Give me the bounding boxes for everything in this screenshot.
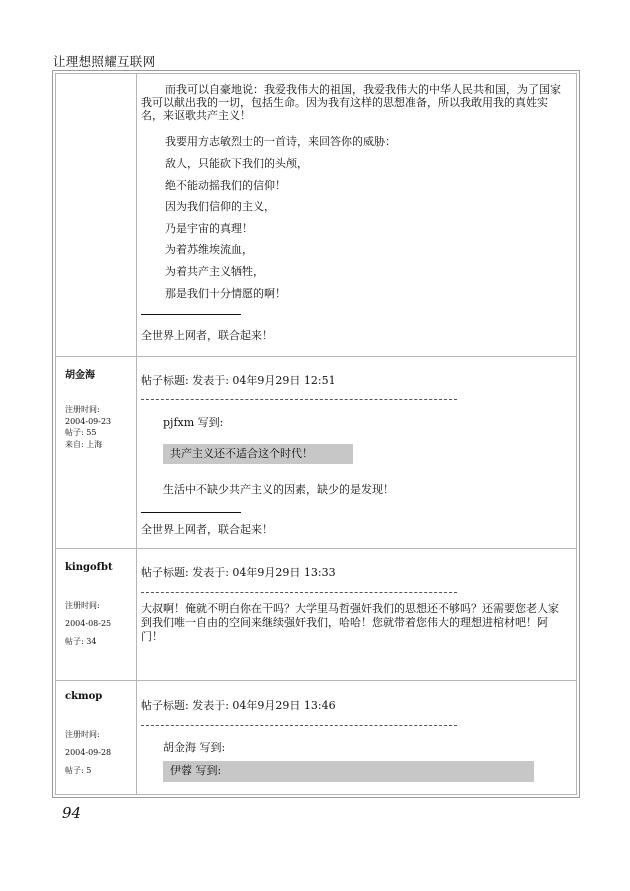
post-reply-text: 大叔啊！俺就不明白你在干吗？大学里马哲强奸我们的思想还不够吗？还需要您老人家到我们唯一自由的空间来继续强奸我们，哈哈！您就带着您伟大的理想进棺材吧！阿门！ [141, 602, 559, 643]
forum-post-2 [56, 357, 576, 549]
forum-thread-frame [52, 70, 580, 798]
meta-line: 帖子: 34 [65, 637, 97, 646]
post-subject: 帖子标题: 发表于: 04年9月29日 13:46 [141, 699, 336, 712]
post-divider [141, 592, 457, 593]
poem-line: 为着共产主义牺牲， [165, 265, 264, 278]
meta-line: 来自: 上海 [65, 439, 103, 449]
post-author-panel [56, 357, 137, 548]
post-body [137, 681, 576, 795]
quote-author: 胡金海 写到: [163, 741, 226, 754]
meta-line: 2004-08-25 [65, 619, 112, 628]
post-author-panel [56, 74, 137, 356]
meta-line: 帖子: 5 [65, 766, 92, 775]
post-author-panel [56, 549, 137, 680]
post-divider [141, 399, 457, 400]
forum-thread [55, 73, 577, 795]
poem-line: 为着苏维埃流血， [165, 243, 253, 256]
meta-line: 2004-09-28 [65, 748, 112, 757]
post-author-name[interactable]: 胡金海 [65, 370, 95, 381]
post-author-meta [65, 726, 111, 780]
poem-line: 因为我们信仰的主义， [165, 200, 275, 213]
post-body [137, 549, 576, 680]
signature-divider [141, 314, 241, 315]
poem-line: 那是我们十分情愿的啊！ [165, 287, 286, 300]
page-header-title: 让理想照耀互联网 [53, 54, 156, 69]
post-divider [141, 725, 457, 726]
meta-line: 注册时间: [65, 601, 100, 610]
quote-box: 伊蓉 写到: [163, 761, 534, 782]
signature-divider [141, 512, 241, 513]
post-signature: 全世界上网者，联合起来！ [141, 329, 273, 342]
page-number: 94 [62, 804, 82, 822]
poem-intro: 我要用方志敏烈士的一首诗，来回答你的威胁： [165, 135, 396, 148]
post-subject: 帖子标题: 发表于: 04年9月29日 13:33 [141, 566, 336, 579]
post-paragraph: 而我可以自豪地说：我爱我伟大的祖国，我爱我伟大的中华人民共和国，为了国家我可以献出我的一切，包括生命。因为我有这样的思想准备，所以我敢用我的真姓实名，来讴歌共产主义！ [141, 83, 561, 122]
post-reply-text: 生活中不缺少共产主义的因素，缺少的是发现！ [163, 483, 394, 496]
poem-line: 绝不能动摇我们的信仰！ [165, 179, 286, 192]
post-body [137, 357, 576, 548]
post-author-name[interactable]: kingofbt [65, 562, 113, 573]
post-author-meta [65, 404, 111, 450]
poem-line: 乃是宇宙的真理！ [165, 222, 253, 235]
forum-post-1 [56, 74, 576, 357]
post-subject: 帖子标题: 发表于: 04年9月29日 12:51 [141, 374, 336, 387]
meta-line: 帖子: 55 [65, 428, 97, 437]
forum-post-3 [56, 549, 576, 681]
post-author-panel [56, 681, 137, 795]
post-body [137, 74, 576, 356]
quote-box: 共产主义还不适合这个时代！ [163, 444, 353, 464]
post-author-name[interactable]: ckmop [65, 691, 103, 702]
post-author-meta [65, 597, 111, 651]
meta-line: 注册时间: [65, 730, 100, 739]
quote-author: pjfxm 写到: [163, 416, 224, 429]
meta-line: 注册时间: [65, 405, 100, 414]
meta-line: 2004-09-23 [65, 416, 112, 426]
post-signature: 全世界上网者，联合起来！ [141, 523, 273, 536]
forum-post-4 [56, 681, 576, 795]
poem-line: 敌人，只能砍下我们的头颅， [165, 157, 308, 170]
